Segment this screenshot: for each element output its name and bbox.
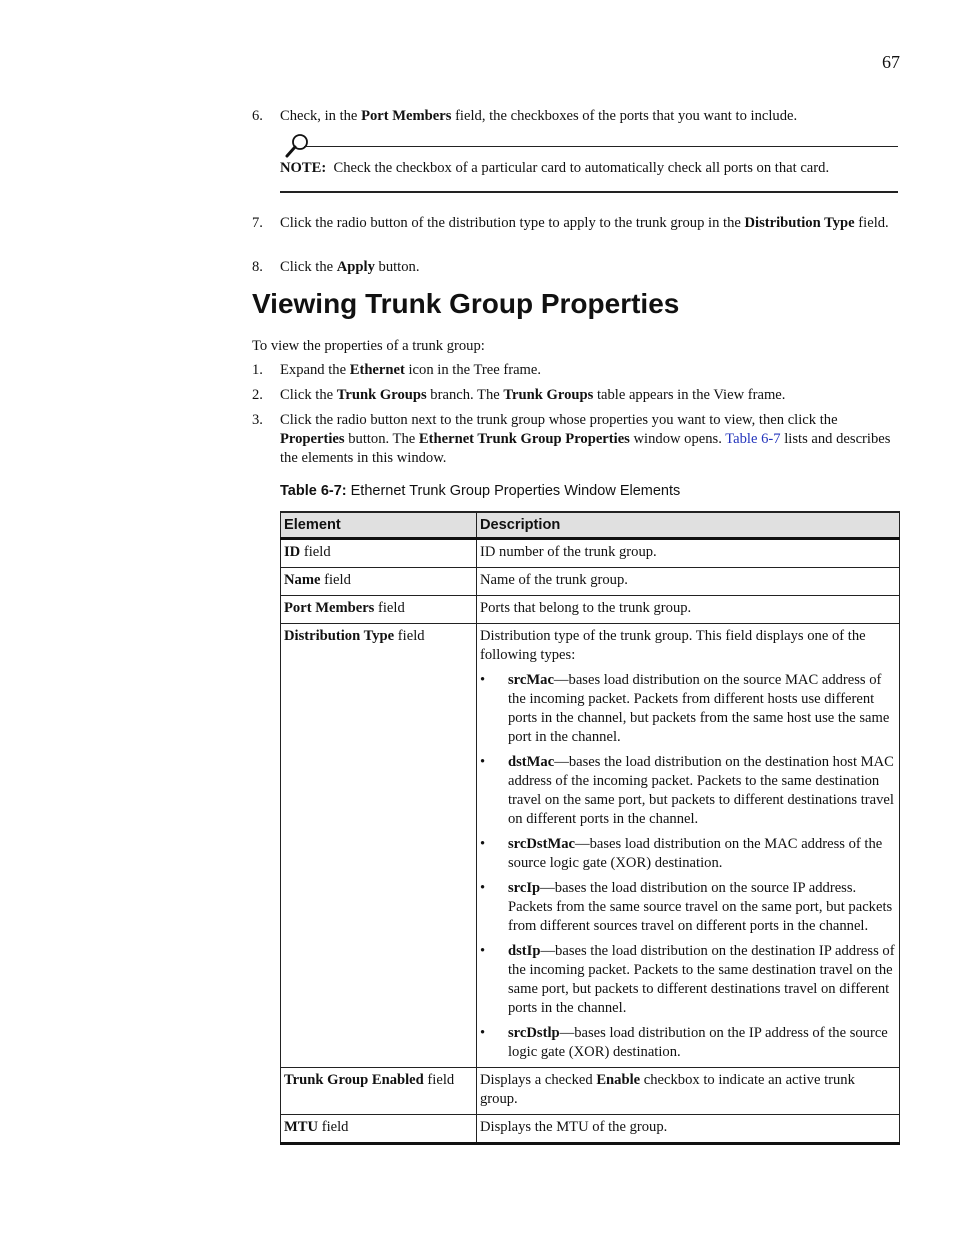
column-header: Description xyxy=(477,512,900,539)
step-number: 3. xyxy=(252,412,263,428)
step-number: 1. xyxy=(252,362,263,378)
table-row xyxy=(281,539,900,568)
element-cell xyxy=(281,1068,477,1115)
bullet-term: srcMac xyxy=(508,672,554,688)
list-item xyxy=(480,942,896,1018)
bullet-text: —bases the load distribution on the destination host MAC address of the incoming packet. Packets to the same destination travel on the same port, but packets to different destinations travel on different ports in the channel. xyxy=(508,754,894,827)
list-item xyxy=(480,753,896,829)
bullet-icon: • xyxy=(480,672,486,688)
step-text xyxy=(280,411,898,468)
table-row xyxy=(281,1115,900,1144)
element-suffix: field xyxy=(318,1119,349,1135)
table-caption xyxy=(280,483,680,499)
element-name: Name xyxy=(284,572,321,588)
element-cell xyxy=(281,568,477,596)
list-item xyxy=(480,1024,896,1062)
element-name: MTU xyxy=(284,1119,319,1135)
caption-text: Ethernet Trunk Group Properties Window Elements xyxy=(346,483,681,499)
element-suffix: field xyxy=(300,544,331,560)
element-name: Port Members xyxy=(284,600,375,616)
note-box xyxy=(280,133,898,195)
element-name: ID xyxy=(284,544,301,560)
text: field, the checkboxes of the ports that you want to include. xyxy=(451,108,798,124)
bold-term: Apply xyxy=(336,259,375,275)
description-cell: ID number of the trunk group. xyxy=(477,539,900,568)
bullet-text: —bases load distribution on the source MAC address of the incoming packet. Packets from different hosts use different ports in the channel, but packets from the same host use the same port in the channel. xyxy=(508,672,890,745)
column-header: Element xyxy=(281,512,477,539)
bullet-icon: • xyxy=(480,754,486,770)
page-number: 67 xyxy=(882,52,900,72)
text: Click the xyxy=(280,259,337,275)
element-suffix: field xyxy=(320,572,351,588)
step-number: 8. xyxy=(252,259,263,275)
element-cell xyxy=(281,596,477,624)
bullet-icon: • xyxy=(480,943,486,959)
description-cell: Displays the MTU of the group. xyxy=(477,1115,900,1144)
list-item xyxy=(480,835,896,873)
bullet-term: srcDstMac xyxy=(508,836,575,852)
description-cell xyxy=(477,1068,900,1115)
step-text xyxy=(280,361,898,380)
table-row xyxy=(281,624,900,1068)
text: lists and describes the elements in this window. xyxy=(280,431,891,466)
bullet-term: dstIp xyxy=(508,943,541,959)
text: checkbox to indicate an active trunk group. xyxy=(480,1072,855,1107)
bold-term: Trunk Groups xyxy=(336,387,427,403)
description-text: Distribution type of the trunk group. This field displays one of the following types: xyxy=(480,628,866,663)
bullet-term: dstMac xyxy=(508,754,555,770)
section-heading: Viewing Trunk Group Properties xyxy=(252,288,680,319)
note-text xyxy=(280,159,898,178)
note-body: Check the checkbox of a particular card to automatically check all ports on that card. xyxy=(333,160,830,176)
bullet-term: srcDstlp xyxy=(508,1025,560,1041)
intro-text: To view the properties of a trunk group: xyxy=(252,338,485,354)
element-suffix: field xyxy=(394,628,425,644)
table-header-row xyxy=(281,512,900,539)
element-suffix: field xyxy=(374,600,405,616)
element-cell xyxy=(281,539,477,568)
text: button. The xyxy=(344,431,419,447)
step-text xyxy=(280,386,898,405)
element-cell xyxy=(281,1115,477,1144)
bullet-text: —bases load distribution on the IP address of the source logic gate (XOR) destination. xyxy=(508,1025,888,1060)
table-row xyxy=(281,568,900,596)
step-number: 7. xyxy=(252,215,263,231)
bold-term: Trunk Groups xyxy=(503,387,594,403)
element-cell xyxy=(281,624,477,1068)
table-link[interactable]: Table 6-7 xyxy=(725,431,781,447)
step-text xyxy=(280,107,898,126)
bold-term: Properties xyxy=(280,431,345,447)
step-number: 6. xyxy=(252,108,263,124)
text: field. xyxy=(854,215,889,231)
table-row xyxy=(281,1068,900,1115)
bullet-icon: • xyxy=(480,836,486,852)
text: Displays a checked xyxy=(480,1072,597,1088)
element-name: Trunk Group Enabled xyxy=(284,1072,424,1088)
caption-label: Table 6-7: xyxy=(280,483,347,499)
element-name: Distribution Type xyxy=(284,628,395,644)
table-row xyxy=(281,596,900,624)
element-suffix: field xyxy=(423,1072,455,1088)
step-number: 2. xyxy=(252,387,263,403)
text: Expand the xyxy=(280,362,350,378)
list-item xyxy=(480,879,896,936)
note-bottom-rule xyxy=(280,191,898,193)
bold-term: Distribution Type xyxy=(744,215,855,231)
text: Click the xyxy=(280,387,337,403)
step-text xyxy=(280,214,898,233)
description-cell xyxy=(477,624,900,1068)
bullet-icon: • xyxy=(480,1025,486,1041)
text: icon in the Tree frame. xyxy=(404,362,542,378)
text: button. xyxy=(374,259,420,275)
note-label: NOTE: xyxy=(280,160,327,176)
bullet-icon: • xyxy=(480,880,486,896)
bold-term: Ethernet Trunk Group Properties xyxy=(418,431,630,447)
note-top-rule xyxy=(304,146,898,147)
bullet-text: —bases the load distribution on the source IP address. Packets from the same source travel on the same port, but packets from different sources travel on different ports in the channel. xyxy=(508,880,893,934)
text: Click the radio button of the distribution type to apply to the trunk group in the xyxy=(280,215,745,231)
elements-table xyxy=(280,511,900,1145)
text: branch. The xyxy=(426,387,504,403)
bullet-text: —bases the load distribution on the destination IP address of the incoming packet. Packets to the same destination travel on the same port, but packets to different destinations travel on different ports in the channel. xyxy=(508,943,895,1016)
list-item xyxy=(480,671,896,747)
text: window opens. xyxy=(629,431,726,447)
text: table appears in the View frame. xyxy=(593,387,786,403)
description-cell: Ports that belong to the trunk group. xyxy=(477,596,900,624)
description-cell: Name of the trunk group. xyxy=(477,568,900,596)
bold-term: Ethernet xyxy=(349,362,405,378)
text: Click the radio button next to the trunk group whose properties you want to view, then click the xyxy=(280,412,838,428)
bold-term: Port Members xyxy=(361,108,452,124)
step-text xyxy=(280,258,898,277)
text: Check, in the xyxy=(280,108,362,124)
bullet-term: srcIp xyxy=(508,880,541,896)
bold-term: Enable xyxy=(596,1072,641,1088)
bullet-text: —bases load distribution on the MAC address of the source logic gate (XOR) destination. xyxy=(508,836,883,871)
